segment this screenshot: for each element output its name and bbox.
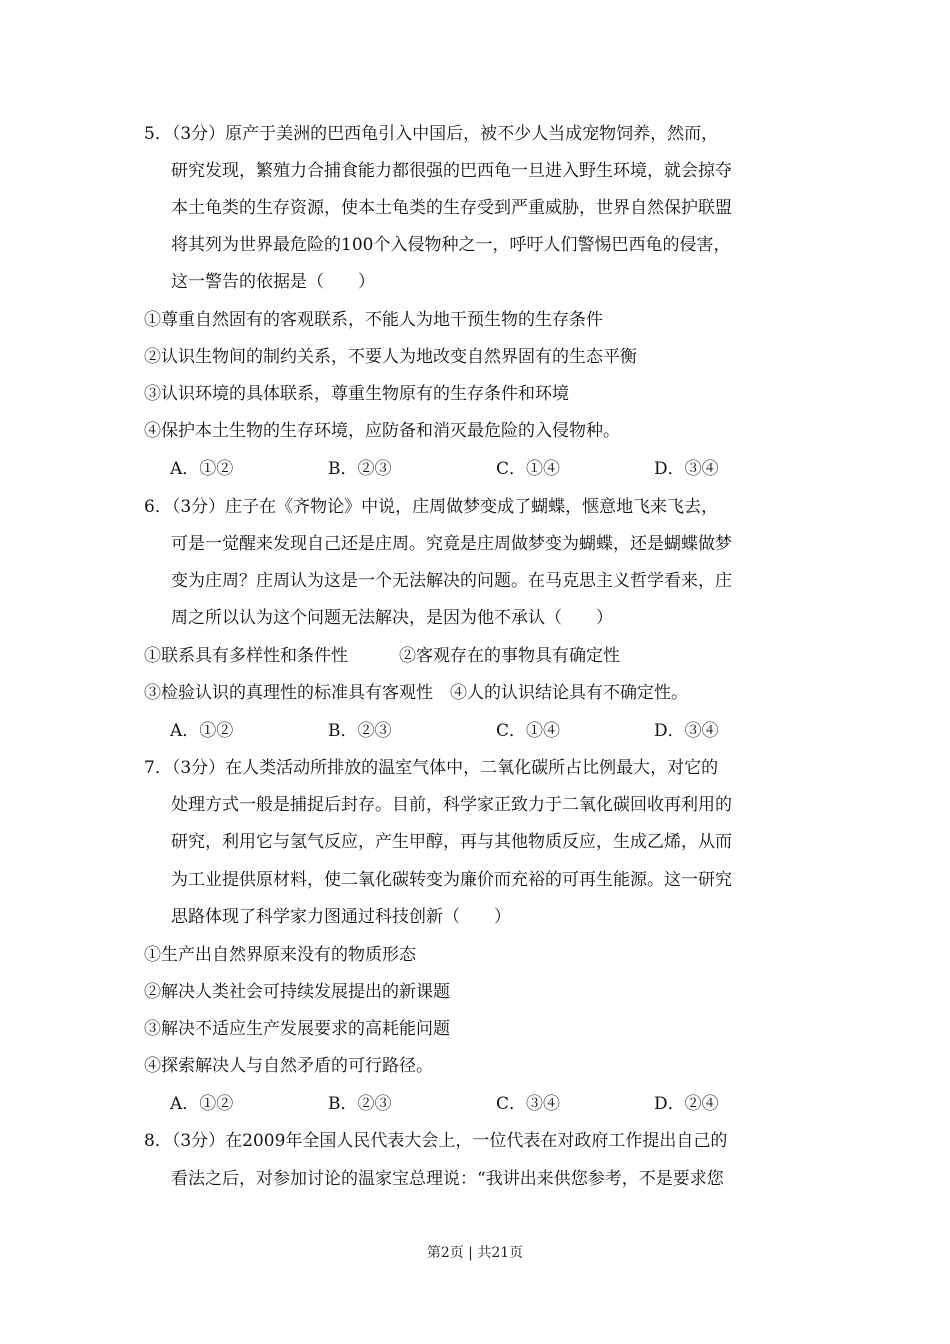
question-7-stem-line-1: 7．（3分）在人类活动所排放的温室气体中，二氧化碳所占比例最大，对它的 [144,758,719,778]
question-5-statement-4: ④保护本土生物的生存环境，应防备和消灭最危险的入侵物种。 [144,421,620,441]
question-8-stem-line-1: 8．（3分）在2009年全国人民代表大会上，一位代表在对政府工作提出自己的 [144,1131,728,1151]
question-6-option-a: A．①② [170,721,234,741]
question-6-statement-1: ①联系具有多样性和条件性 ②客观存在的事物具有确定性 [144,646,620,666]
question-7-option-d: D．②④ [654,1094,719,1114]
question-5-option-d: D．③④ [654,459,719,479]
question-5-statement-1: ①尊重自然固有的客观联系，不能人为地干预生物的生存条件 [144,310,603,330]
question-7-option-a: A．①② [170,1094,234,1114]
question-7-statement-3: ③解决不适应生产发展要求的高耗能问题 [144,1019,450,1039]
question-5-stem-line-1: 5．（3分）原产于美洲的巴西龟引入中国后，被不少人当成宠物饲养，然而， [144,124,719,144]
question-6-stem-line-4: 周之所以认为这个问题无法解决，是因为他不承认（ ） [171,608,613,628]
question-6-stem-line-1: 6．（3分）庄子在《齐物论》中说，庄周做梦变成了蝴蝶，惬意地飞来飞去， [144,497,719,517]
question-7-stem-line-2: 处理方式一般是捕捉后封存。目前，科学家正致力于二氧化碳回收再利用的 [171,795,732,815]
question-5-statement-2: ②认识生物间的制约关系，不要人为地改变自然界固有的生态平衡 [144,347,637,367]
question-7-statement-2: ②解决人类社会可持续发展提出的新课题 [144,982,450,1002]
question-5-option-c: C．①④ [496,459,561,479]
question-5-stem-line-5: 这一警告的依据是（ ） [171,272,375,292]
question-8-stem-line-2: 看法之后，对参加讨论的温家宝总理说：“我讲出来供您参考，不是要求您 [171,1169,724,1189]
page-footer: 第2页 | 共21页 [426,1245,524,1261]
question-5-stem-line-4: 将其列为世界最危险的100个入侵物种之一，呼吁人们警惕巴西龟的侵害， [171,235,731,255]
question-5-statement-3: ③认识环境的具体联系，尊重生物原有的生存条件和环境 [144,384,569,404]
question-6-stem-line-2: 可是一觉醒来发现自己还是庄周。究竟是庄周做梦变为蝴蝶，还是蝴蝶做梦 [171,534,732,554]
question-5-option-b: B．②③ [328,459,392,479]
question-7-statement-1: ①生产出自然界原来没有的物质形态 [144,945,416,965]
question-6-option-b: B．②③ [328,721,392,741]
question-7-stem-line-5: 思路体现了科学家力图通过科技创新（ ） [171,907,511,927]
question-5-stem-line-3: 本土龟类的生存资源，使本土龟类的生存受到严重威胁，世界自然保护联盟 [171,198,732,218]
question-6-stem-line-3: 变为庄周？庄周认为这是一个无法解决的问题。在马克思主义哲学看来，庄 [171,571,732,591]
question-7-stem-line-4: 为工业提供原材料，使二氧化碳转变为廉价而充裕的可再生能源。这一研究 [171,870,732,890]
question-6-option-d: D．③④ [654,721,719,741]
question-7-option-b: B．②③ [328,1094,392,1114]
question-7-stem-line-3: 研究，利用它与氢气反应，产生甲醇，再与其他物质反应，生成乙烯，从而 [171,832,732,852]
question-6-option-c: C．①④ [496,721,561,741]
question-5-stem-line-2: 研究发现，繁殖力合捕食能力都很强的巴西龟一旦进入野生环境，就会掠夺 [171,161,732,181]
question-6-statement-2: ③检验认识的真理性的标准具有客观性 ④人的认识结论具有不确定性。 [144,683,688,703]
question-7-statement-4: ④探索解决人与自然矛盾的可行路径。 [144,1056,433,1076]
question-5-option-a: A．①② [170,459,234,479]
question-7-option-c: C．③④ [496,1094,561,1114]
